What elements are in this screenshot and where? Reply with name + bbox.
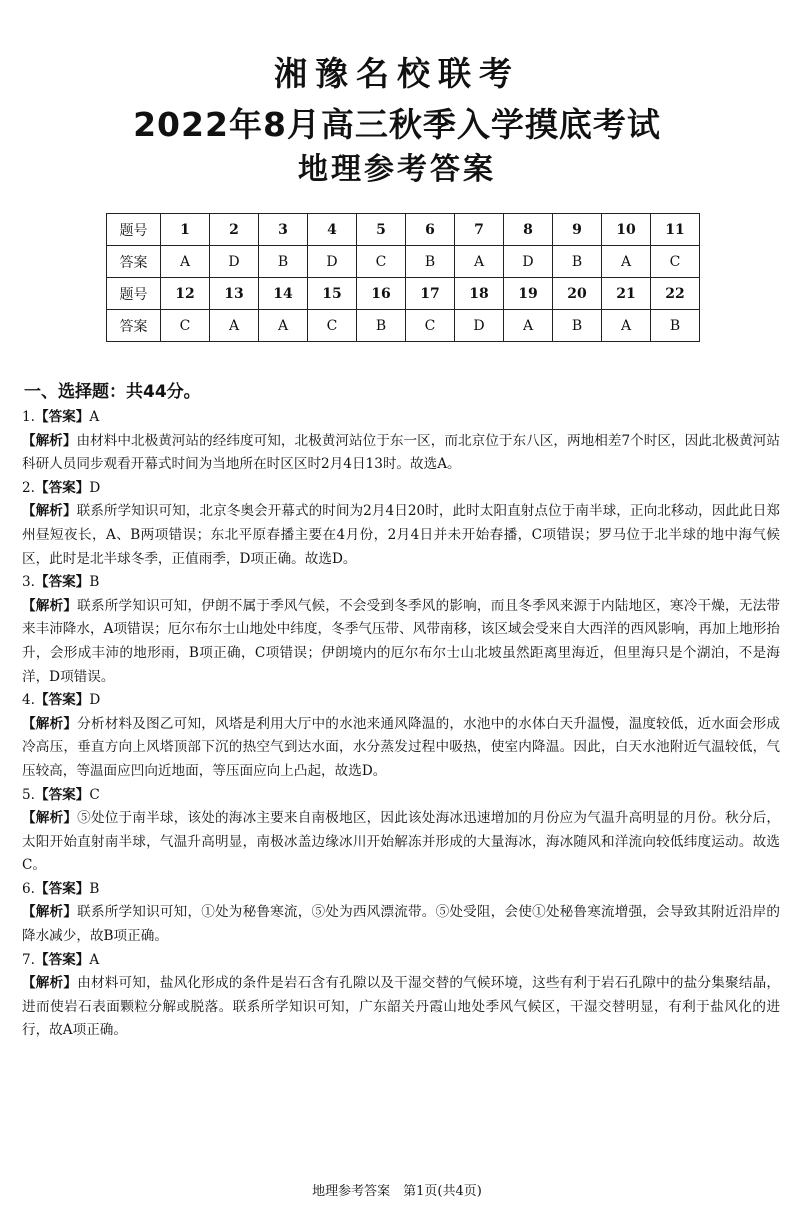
row-label: 题号 xyxy=(107,278,161,310)
answer-letter: D xyxy=(89,692,101,709)
answer-list xyxy=(22,406,780,1043)
answer-cell: B xyxy=(259,246,308,278)
answer-tag: 【答案】 xyxy=(34,574,90,591)
analysis-text: 由材料中北极黄河站的经纬度可知，北极黄河站位于东一区，而北京位于东八区，两地相差7个时区，因此北极黄河站科研人员同步观看开幕式时间为当地所在时区区时2月4日13时。故选A。 xyxy=(22,432,780,473)
question-number-cell: 12 xyxy=(161,278,210,310)
question-answer-line xyxy=(22,477,780,501)
analysis-text: ⑤处位于南半球，该处的海冰主要来自南极地区，因此该处海冰迅速增加的月份应为气温升高明显的月份。秋分后，太阳开始直射南半球，气温升高明显，南极冰盖边缘冰川开始解冻并形成的大量海冰，海冰随风和洋流向较低纬度运动。故选C。 xyxy=(22,810,781,874)
question-number-cell: 4 xyxy=(308,214,357,246)
analysis-paragraph xyxy=(22,807,780,878)
row-label: 题号 xyxy=(107,214,161,246)
analysis-paragraph xyxy=(22,713,780,784)
analysis-tag: 【解析】 xyxy=(22,715,78,732)
question-answer-line xyxy=(22,949,780,973)
question-number-cell: 6 xyxy=(406,214,455,246)
question-number-cell: 15 xyxy=(308,278,357,310)
answer-cell: C xyxy=(161,310,210,342)
analysis-text: 联系所学知识可知，①处为秘鲁寒流，⑤处为西风漂流带。⑤处受阻，会使①处秘鲁寒流增强，会导致其附近沿岸的降水减少，故B项正确。 xyxy=(22,904,781,945)
question-number-cell: 1 xyxy=(161,214,210,246)
answer-cell: D xyxy=(504,246,553,278)
page-footer: 地理参考答案 第1页(共4页) xyxy=(312,1184,482,1199)
analysis-paragraph xyxy=(22,901,780,948)
answer-letter: A xyxy=(89,951,100,968)
question-answer-line xyxy=(22,878,780,902)
answer-cell: A xyxy=(259,310,308,342)
question-number-cell: 14 xyxy=(259,278,308,310)
analysis-paragraph xyxy=(22,500,780,571)
question-number: 1. xyxy=(22,409,35,425)
question-number: 5. xyxy=(22,786,35,803)
analysis-text: 分析材料及图乙可知，风塔是利用大厅中的水池来通风降温的，水池中的水体白天升温慢，温度较低，近水面会形成冷高压，垂直方向上风塔顶部下沉的热空气到达水面，水分蒸发过程中吸热，使室内降温。因此，白天水池附近气温较低，气压较高，等温面应凹向近地面，等压面应向上凸起，故选D。 xyxy=(22,715,781,779)
answer-tag: 【答案】 xyxy=(34,409,90,425)
question-number-cell: 7 xyxy=(455,214,504,246)
answer-cell: A xyxy=(455,246,504,278)
answer-tag: 【答案】 xyxy=(34,692,90,709)
analysis-tag: 【解析】 xyxy=(22,975,78,992)
question-number-cell: 18 xyxy=(455,278,504,310)
question-number-cell: 21 xyxy=(602,278,651,310)
analysis-text: 联系所学知识可知，伊朗不属于季风气候，不会受到冬季风的影响，而且冬季风来源于内陆地区，寒冷干燥，无法带来丰沛降水，A项错误；厄尔布尔士山地处中纬度，冬季气压带、风带南移，该区域会受来自大西洋的西风影响，再加上地形抬升，会形成丰沛的地形雨，B项正确，C项错误；伊朗境内的厄尔布尔士山北坡虽然距离里海近，但里海只是个湖泊，不是海洋，D项错误。 xyxy=(22,597,781,685)
analysis-tag: 【解析】 xyxy=(22,597,78,614)
section-title: 一、选择题：共44分。 xyxy=(24,382,201,402)
answer-cell: B xyxy=(406,246,455,278)
question-number: 2. xyxy=(22,479,35,496)
answer-table xyxy=(106,213,700,342)
answer-cell: B xyxy=(553,246,602,278)
analysis-text: 联系所学知识可知，北京冬奥会开幕式的时间为2月4日20时，此时太阳直射点位于南半球，正向北移动，因此此日郑州昼短夜长，A、B两项错误；东北平原春播主要在4月份，2月4日并未开始春播，C项错误；罗马位于北半球的地中海气候区，此时是北半球冬季，正值雨季，D项正确。故选D。 xyxy=(22,503,781,567)
analysis-tag: 【解析】 xyxy=(22,810,78,827)
question-number-cell: 2 xyxy=(210,214,259,246)
question-number-cell: 20 xyxy=(553,278,602,310)
answer-letter: B xyxy=(89,880,100,897)
answer-tag: 【答案】 xyxy=(34,786,90,803)
answer-letter: A xyxy=(89,409,100,425)
answer-cell: A xyxy=(210,310,259,342)
question-number-cell: 11 xyxy=(651,214,700,246)
answer-letter: B xyxy=(89,574,100,591)
question-number-cell: 9 xyxy=(553,214,602,246)
answer-cell: D xyxy=(210,246,259,278)
table-row-answers-1 xyxy=(107,246,700,278)
analysis-text: 由材料可知，盐风化形成的条件是岩石含有孔隙以及干湿交替的气候环境，这些有利于岩石孔隙中的盐分集聚结晶，进而使岩石表面颗粒分解或脱落。联系所学知识可知，广东韶关丹霞山地处季风气候区，干湿交替明显，有利于盐风化的进行，故A项正确。 xyxy=(22,975,781,1039)
answer-cell: B xyxy=(553,310,602,342)
question-number-cell: 16 xyxy=(357,278,406,310)
answer-cell: C xyxy=(651,246,700,278)
answer-cell: A xyxy=(602,246,651,278)
document-title: 地理参考答案 xyxy=(298,152,496,187)
analysis-tag: 【解析】 xyxy=(22,503,77,520)
answer-tag: 【答案】 xyxy=(34,479,90,496)
question-number: 7. xyxy=(22,951,35,968)
table-row-numbers-1 xyxy=(107,214,700,246)
answer-cell: B xyxy=(357,310,406,342)
question-number-cell: 8 xyxy=(504,214,553,246)
analysis-tag: 【解析】 xyxy=(22,432,77,449)
question-number-cell: 3 xyxy=(259,214,308,246)
school-title: 湘豫名校联考 xyxy=(274,54,520,93)
question-answer-line xyxy=(22,406,780,430)
question-number-cell: 22 xyxy=(651,278,700,310)
exam-title: 2022年8月高三秋季入学摸底考试 xyxy=(133,105,661,144)
analysis-tag: 【解析】 xyxy=(22,904,78,921)
row-label: 答案 xyxy=(107,246,161,278)
answer-cell: A xyxy=(161,246,210,278)
question-number: 6. xyxy=(22,880,35,897)
question-number-cell: 19 xyxy=(504,278,553,310)
answer-cell: A xyxy=(504,310,553,342)
answer-cell: D xyxy=(455,310,504,342)
answer-cell: B xyxy=(651,310,700,342)
question-number: 4. xyxy=(22,692,35,709)
answer-cell: C xyxy=(406,310,455,342)
question-answer-line xyxy=(22,784,780,808)
question-number-cell: 13 xyxy=(210,278,259,310)
question-number: 3. xyxy=(22,574,35,591)
row-label: 答案 xyxy=(107,310,161,342)
question-answer-line xyxy=(22,689,780,713)
analysis-paragraph xyxy=(22,972,780,1043)
analysis-paragraph xyxy=(22,430,780,477)
question-number-cell: 10 xyxy=(602,214,651,246)
question-number-cell: 5 xyxy=(357,214,406,246)
analysis-paragraph xyxy=(22,595,780,689)
table-row-numbers-2 xyxy=(107,278,700,310)
answer-cell: C xyxy=(308,310,357,342)
answer-cell: D xyxy=(308,246,357,278)
answer-cell: C xyxy=(357,246,406,278)
answer-letter: C xyxy=(89,786,100,803)
answer-letter: D xyxy=(89,479,101,496)
question-answer-line xyxy=(22,571,780,595)
answer-tag: 【答案】 xyxy=(34,880,90,897)
question-number-cell: 17 xyxy=(406,278,455,310)
table-row-answers-2 xyxy=(107,310,700,342)
answer-cell: A xyxy=(602,310,651,342)
answer-tag: 【答案】 xyxy=(34,951,90,968)
